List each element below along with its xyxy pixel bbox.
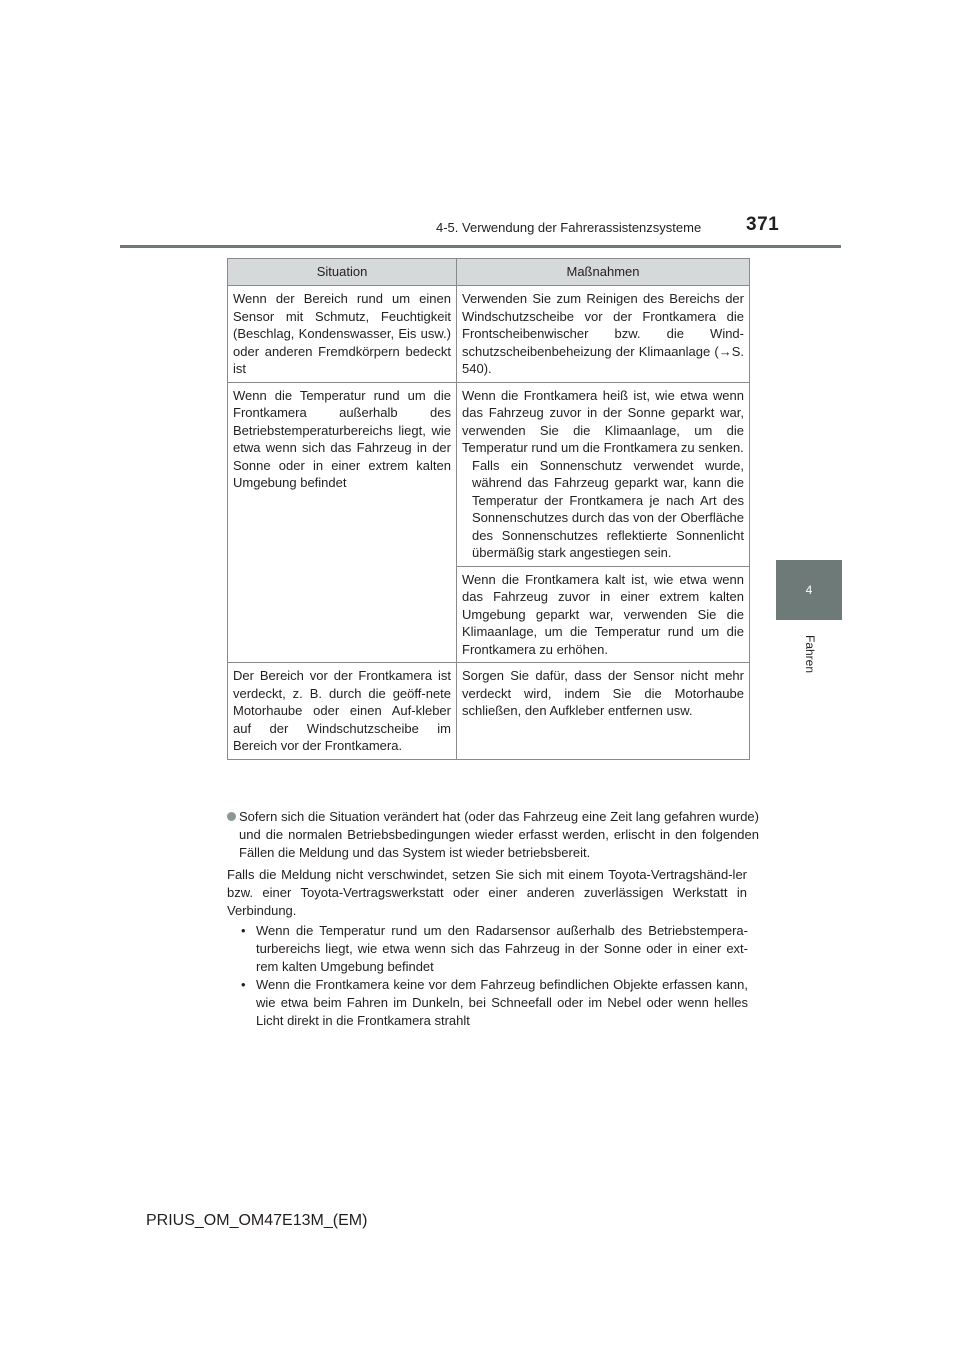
- action-hot-text: Wenn die Frontkamera heiß ist, wie etwa wenn das Fahrzeug zuvor in der Sonne geparkt war, verwenden Sie die Klimaanlage, um die Temperatur rund um die Frontkamera zu senken.: [462, 387, 744, 455]
- table-row: [228, 286, 750, 383]
- action-cell: Verwenden Sie zum Reinigen des Bereichs der Windschutzscheibe vor der Frontkamera die Frontscheibenwischer bzw. die Wind-schutzscheibenbeheizung der Klimaanlage (→S. 540).: [457, 286, 750, 383]
- situation-cell: Wenn der Bereich rund um einen Sensor mit Schmutz, Feuchtigkeit (Beschlag, Kondenswasser, Eis usw.) oder anderen Fremdkörpern bedeckt ist: [228, 286, 457, 383]
- list-bullet: •: [241, 977, 246, 992]
- column-header-measures: Maßnahmen: [457, 259, 750, 286]
- table-header-row: [228, 259, 750, 286]
- situation-cell: Der Bereich vor der Frontkamera ist verdeckt, z. B. durch die geöff-nete Motorhaube oder einen Auf-kleber auf der Windschutzscheibe im Bereich vor der Frontkamera.: [228, 663, 457, 760]
- action-cell: Sorgen Sie dafür, dass der Sensor nicht mehr verdeckt wird, indem Sie die Motorhaube schließen, den Aufkleber entfernen usw.: [457, 663, 750, 760]
- status-note: [227, 808, 759, 862]
- list-item: [240, 976, 748, 1030]
- chapter-tab[interactable]: [776, 560, 842, 620]
- list-bullet: •: [241, 923, 246, 938]
- column-header-situation: Situation: [228, 259, 457, 286]
- contact-paragraph: Falls die Meldung nicht verschwindet, setzen Sie sich mit einem Toyota-Vertragshänd-ler bzw. einer Toyota-Vertragswerkstatt oder einer anderen zuverlässigen Werkstatt in Verbindung.: [227, 867, 747, 918]
- chapter-number: 4: [805, 583, 813, 597]
- list-item-text: Wenn die Temperatur rund um den Radarsensor außerhalb des Betriebstempera-turbereichs liegt, wie etwa wenn sich das Fahrzeug in der Sonne oder in einer ext-rem kalten Umgebung befindet: [256, 923, 748, 974]
- sunshade-note: Falls ein Sonnenschutz verwendet wurde, während das Fahrzeug geparkt war, kann die Temperatur der Frontkamera je nach Art des Sonnenschutzes durch das von der Oberfläche des Sonnenschutzes reflektierte Sonnenlicht übermäßig stark angestiegen sein.: [472, 457, 744, 560]
- action-cell: Wenn die Frontkamera kalt ist, wie etwa wenn das Fahrzeug zuvor in einer extrem kalten Umgebung geparkt war, verwenden Sie die Klimaanlage, um die Temperatur rund um die Frontkamera zu erhöhen.: [457, 566, 750, 663]
- action-cell: [457, 382, 750, 566]
- header-divider: [120, 245, 841, 248]
- list-item: [240, 922, 748, 976]
- chapter-label: Fahren: [803, 635, 817, 674]
- list-item-text: Wenn die Frontkamera keine vor dem Fahrzeug befindlichen Objekte erfassen kann, wie etwa beim Fahren im Dunkeln, bei Schneefall oder im Nebel oder wenn helles Licht direkt in die Frontkamera strahlt: [256, 977, 748, 1028]
- page-number: 371: [746, 214, 780, 235]
- situation-table: [227, 258, 750, 760]
- section-title: 4-5. Verwendung der Fahrerassistenzsysteme: [436, 220, 702, 235]
- situation-cell: Wenn die Temperatur rund um die Frontkamera außerhalb des Betriebstemperaturbereichs liegt, wie etwa wenn sich das Fahrzeug in der Sonne oder in einer extrem kalten Umgebung befindet: [228, 382, 457, 663]
- table-row: [228, 663, 750, 760]
- condition-list: [240, 922, 748, 1030]
- table-row: [228, 382, 750, 566]
- document-code: PRIUS_OM_OM47E13M_(EM): [146, 1212, 368, 1229]
- status-note-text: Sofern sich die Situation verändert hat (oder das Fahrzeug eine Zeit lang gefahren wurde) und die normalen Betriebsbedingungen wieder erfasst werden, erlischt in den folgenden Fällen die Meldung und das System ist wieder betriebsbereit.: [239, 809, 759, 860]
- bullet-icon: [227, 812, 236, 821]
